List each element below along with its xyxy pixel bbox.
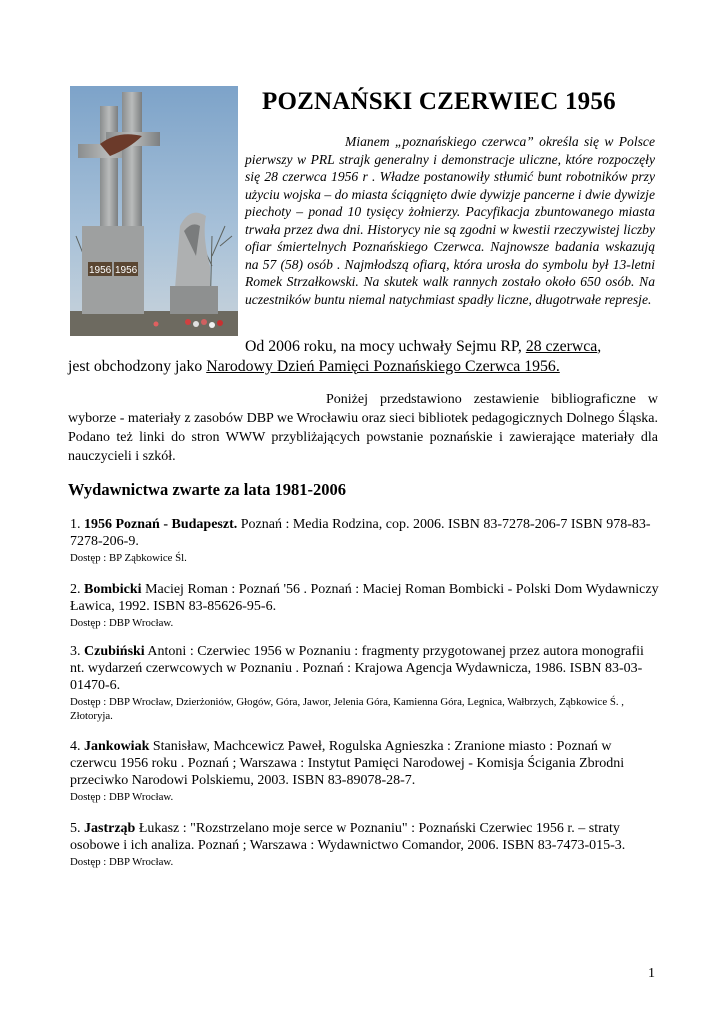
entry-details: Poznań : Media Rodzina, cop. 2006. ISBN 83-7278-206-7 ISBN 978-83-7278-206-9. [70,517,651,549]
page-number: 1 [648,966,655,981]
bibliography-entry: 2. Bombicki Maciej Roman : Poznań '56 . Poznań : Maciej Roman Bombicki - Polski Dom Wydawniczy Ławica, 1992. ISBN 83-85626-95-6. Dostęp : DBP Wrocław. [70,582,659,629]
bibliography-entry: 5. Jastrząb Łukasz : "Rozstrzelano moje serce w Poznaniu" : Poznański Czerwiec 1956 r. – straty osobowe i ich analiza. Poznań ; Warszawa : Wydawnictwo Comandor, 2006. ISBN 83-7473-015-3. Dostęp : DBP Wrocław. [70,820,660,869]
entry-author: Czubiński [84,644,145,659]
remembrance-day-link[interactable]: Narodowy Dzień Pamięci Poznańskiego Czerwca 1956. [206,358,560,375]
bibliography-entry: 4. Jankowiak Stanisław, Machcewicz Paweł, Rogulska Agnieszka : Zranione miasto : Poznań w czerwcu 1956 roku . Poznań ; Warszawa : Instytut Pamięci Narodowej - Komisja Ścigania Zbrodni przeciwko Narodowi Polskiemu, 2003. ISBN 83-89078-28-7. Dostęp : DBP Wrocław. [70,738,660,804]
bibliography-intro-text: Poniżej przedstawiono zestawienie bibliograficzne w wyborze - materiały z zasobów DBP we Wrocławiu oraz sieci bibliotek pedagogicznych Dolnego Śląska. Podano też linki do stron WWW przybliżających powstanie poznańskie i zawierające materiały dla nauczycieli i szkół. [68,392,658,464]
page-title: POZNAŃSKI CZERWIEC 1956 [262,88,616,115]
entry-access: Dostęp : BP Ząbkowice Śl. [70,552,187,564]
date-link[interactable]: 28 czerwca [525,338,598,355]
entry-access: Dostęp : DBP Wrocław. [70,617,174,629]
law-text-part1: Od 2006 roku, na mocy uchwały Sejmu RP, [245,338,526,355]
intro-text: Mianem „poznańskiego czerwca” określa się w Polsce pierwszy w PRL strajk generalny i demonstracje uliczne, które rozpoczęły się 28 czerwca 1956 r . Władze postanowiły stłumić bunt robotników przy użyciu wojska – do miasta ściągnięto dwie dywizje pancerne i dwie dywizje piechoty – ponad 10 tysięcy żołnierzy. Pacyfikacja zbuntowanego miasta trwała przez dwa dni. Historycy nie są zgodni w kwestii rzeczywistej liczby ofiar śmiertelnych Poznańskiego Czerwca. Najnowsze badania wskazują na 57 (58) osób . Najmłodszą ofiarą, która urosła do symbolu był 13-letni Romek Strzałkowski. Na skutek walk rannych zostało około 650 osób. Na uczestników buntu niemal natychmiast spadły liczne, długotrwałe represje. [245,134,655,307]
intro-paragraph [245,133,655,308]
entry-details: Stanisław, Machcewicz Paweł, Rogulska Agnieszka : Zranione miasto : Poznań w czerwcu 1956 roku . Poznań ; Warszawa : Instytut Pamięci Narodowej - Komisja Ścigania Zbrodni przeciwko Narodowi Polskiemu, 2003. ISBN 83-89078-28-7. [70,739,625,788]
entry-author: Bombicki [84,582,142,597]
section-title: Wydawnictwa zwarte za lata 1981-2006 [68,480,347,499]
entry-author: Jastrząb [84,821,136,836]
bibliography-intro [68,390,658,466]
monument-photo [70,86,238,336]
entry-access: Dostęp : DBP Wrocław. [70,791,174,803]
entry-access: Dostęp : DBP Wrocław, Dzierżoniów, Głogów, Góra, Jawor, Jelenia Góra, Kamienna Góra, Legnica, Wałbrzych, Ząbkowice Ś. , Złotoryja. [70,696,624,722]
entry-author: Jankowiak [84,739,150,754]
entry-details: Maciej Roman : Poznań '56 . Poznań : Maciej Roman Bombicki - Polski Dom Wydawniczy Ławica, 1992. ISBN 83-85626-95-6. [70,582,659,614]
year-label-1956: 1956 [89,265,112,276]
entry-author: 1956 Poznań - Budapeszt. [84,517,238,532]
bibliography-entry: 3. Czubiński Antoni : Czerwiec 1956 w Poznaniu : fragmenty przygotowanej przez autora monografii nt. wydarzeń czerwcowych w Poznaniu . Poznań : Krajowa Agencja Wydawnicza, 1986. ISBN 83-03-01470-6. Dostęp : DBP Wrocław, Dzierżoniów, Głogów, Góra, Jawor, Jelenia Góra, Kamienna Góra, Legnica, Wałbrzych, Ząbkowice Ś. , Złotoryja. [70,643,660,723]
year-label-1956-second: 1956 [115,265,138,276]
entry-details: Antoni : Czerwiec 1956 w Poznaniu : fragmenty przygotowanej przez autora monografii nt. wydarzeń czerwcowych w Poznaniu . Poznań : Krajowa Agencja Wydawnicza, 1986. ISBN 83-03-01470-6. [70,644,644,693]
bibliography-entry: 1. 1956 Poznań - Budapeszt. Poznań : Media Rodzina, cop. 2006. ISBN 83-7278-206-7 ISBN 978-83-7278-206-9. Dostęp : BP Ząbkowice Śl. [70,516,660,565]
law-text-part2: jest obchodzony jako [68,358,207,375]
entry-access: Dostęp : DBP Wrocław. [70,856,174,868]
entry-details: Łukasz : "Rozstrzelano moje serce w Poznaniu" : Poznański Czerwiec 1956 r. – straty osobowe i ich analiza. Poznań ; Warszawa : Wydawnictwo Comandor, 2006. ISBN 83-7473-015-3. [70,821,626,853]
law-paragraph: Od 2006 roku, na mocy uchwały Sejmu RP, 28 czerwca, jest obchodzony jako Narodowy Dzień Pamięci Poznańskiego Czerwca 1956. [68,338,602,375]
poznan-crosses-monument-photo-icon [70,86,238,336]
